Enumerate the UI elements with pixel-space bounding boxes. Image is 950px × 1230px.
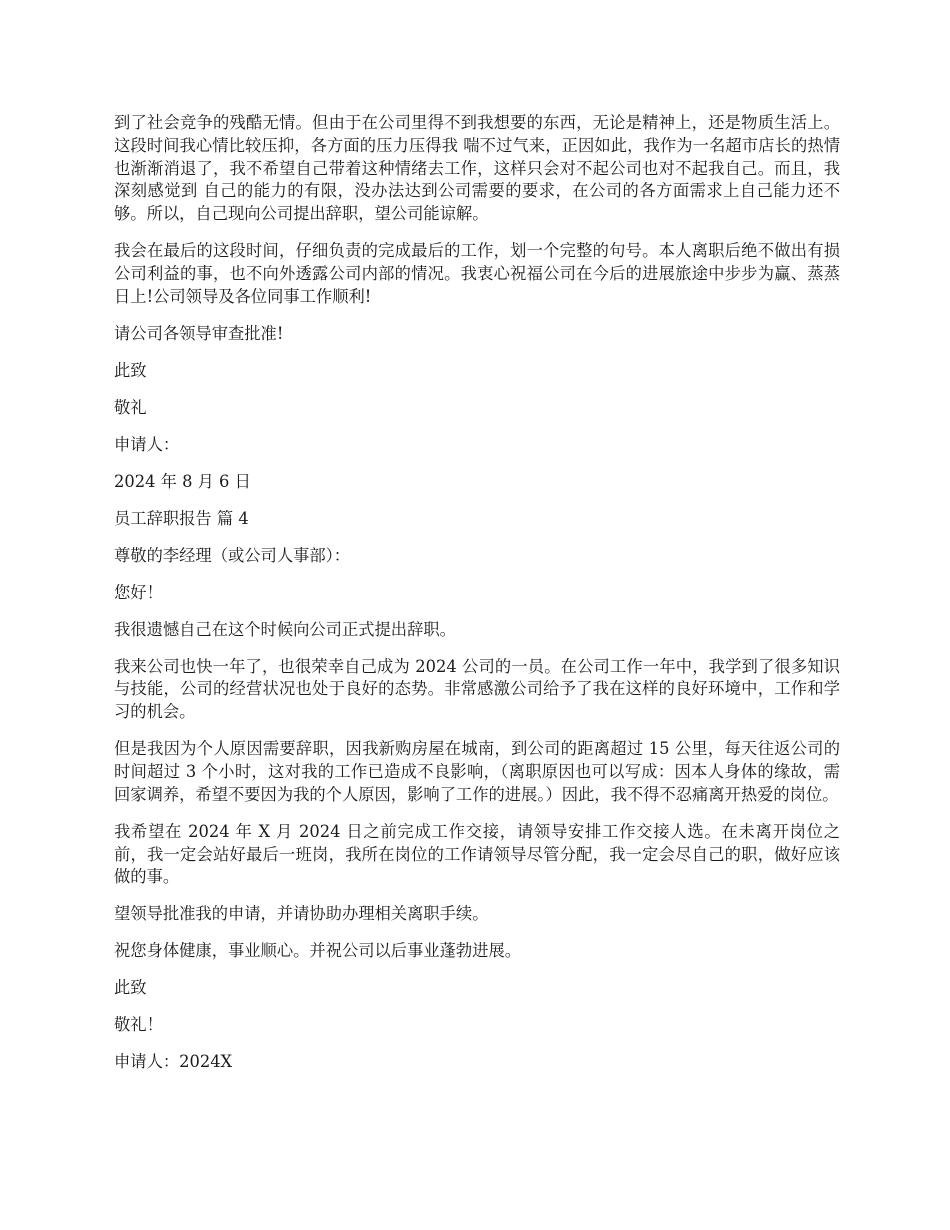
applicant-line: 申请人：2024X <box>114 1052 233 1072</box>
paragraph-handover: 我希望在 2024 年 X 月 2024 日之前完成工作交接，请领导安排工作交接人选。在未离开岗位之前，我一定会站好最后一班岗，我所在岗位的工作请领导尽管分配，我一定会尽自己的职，做好应该做的事。 <box>114 821 840 887</box>
paragraph-regret: 我很遗憾自己在这个时候向公司正式提出辞职。 <box>114 619 456 639</box>
closing-salutation: 此致 <box>114 360 147 380</box>
closing-regards: 敬礼 <box>114 397 147 417</box>
paragraph-wishes: 祝您身体健康，事业顺心。并祝公司以后事业蓬勃进展。 <box>114 941 522 961</box>
paragraph-approval-request: 望领导批准我的申请，并请协助办理相关离职手续。 <box>114 904 489 924</box>
paragraph-final-work: 我会在最后的这段时间，仔细负责的完成最后的工作，划一个完整的句号。本人离职后绝不做出有损公司利益的事，也不向外透露公司内部的情况。我衷心祝福公司在今后的进展旅途中步步为赢、蒸蒸日上!公司领导及各位同事工作顺利! <box>114 241 840 306</box>
applicant-label: 申请人： <box>114 434 180 454</box>
paragraph-year-at-company: 我来公司也快一年了，也很荣幸自己成为 2024 公司的一员。在公司工作一年中，我学到了很多知识与技能，公司的经营状况也处于良好的态势。非常感激公司给予了我在这样的良好环境中，工作和学习的机会。 <box>114 656 840 722</box>
document-body <box>114 112 840 1088</box>
paragraph-request-approval: 请公司各领导审查批准! <box>114 323 284 343</box>
hello-line: 您好！ <box>114 582 163 602</box>
closing-regards-2: 敬礼！ <box>114 1015 163 1035</box>
paragraph-personal-reason: 但是我因为个人原因需要辞职，因我新购房屋在城南，到公司的距离超过 15 公里，每天往返公司的时间超过 3 个小时，这对我的工作已造成不良影响，（离职原因也可以写成：因本人身体的缘故，需回家调养，希望不要因为我的个人原因，影响了工作的进展。）因此，我不得不忍痛离开热爱的岗位。 <box>114 739 840 804</box>
recipient-greeting: 尊敬的李经理（或公司人事部）： <box>114 545 351 565</box>
paragraph-resignation-reason: 到了社会竞争的残酷无情。但由于在公司里得不到我想要的东西，无论是精神上，还是物质生活上。这段时间我心情比较压抑，各方面的压力压得我 喘不过气来，正因如此，我作为一名超市店长的热情也渐渐消退了，我不希望自己带着这种情绪去工作，这样只会对不起公司也对不起我自己。而且，我深刻感觉到 自己的能力的有限，没办法达到公司需要的要求，在公司的各方面需求上自己能力还不够。所以，自己现向公司提出辞职，望公司能谅解。 <box>114 113 840 224</box>
date-line: 2024 年 8 月 6 日 <box>114 471 251 491</box>
closing-salutation-2: 此致 <box>114 978 147 998</box>
section-heading: 员工辞职报告 篇 4 <box>114 508 249 528</box>
